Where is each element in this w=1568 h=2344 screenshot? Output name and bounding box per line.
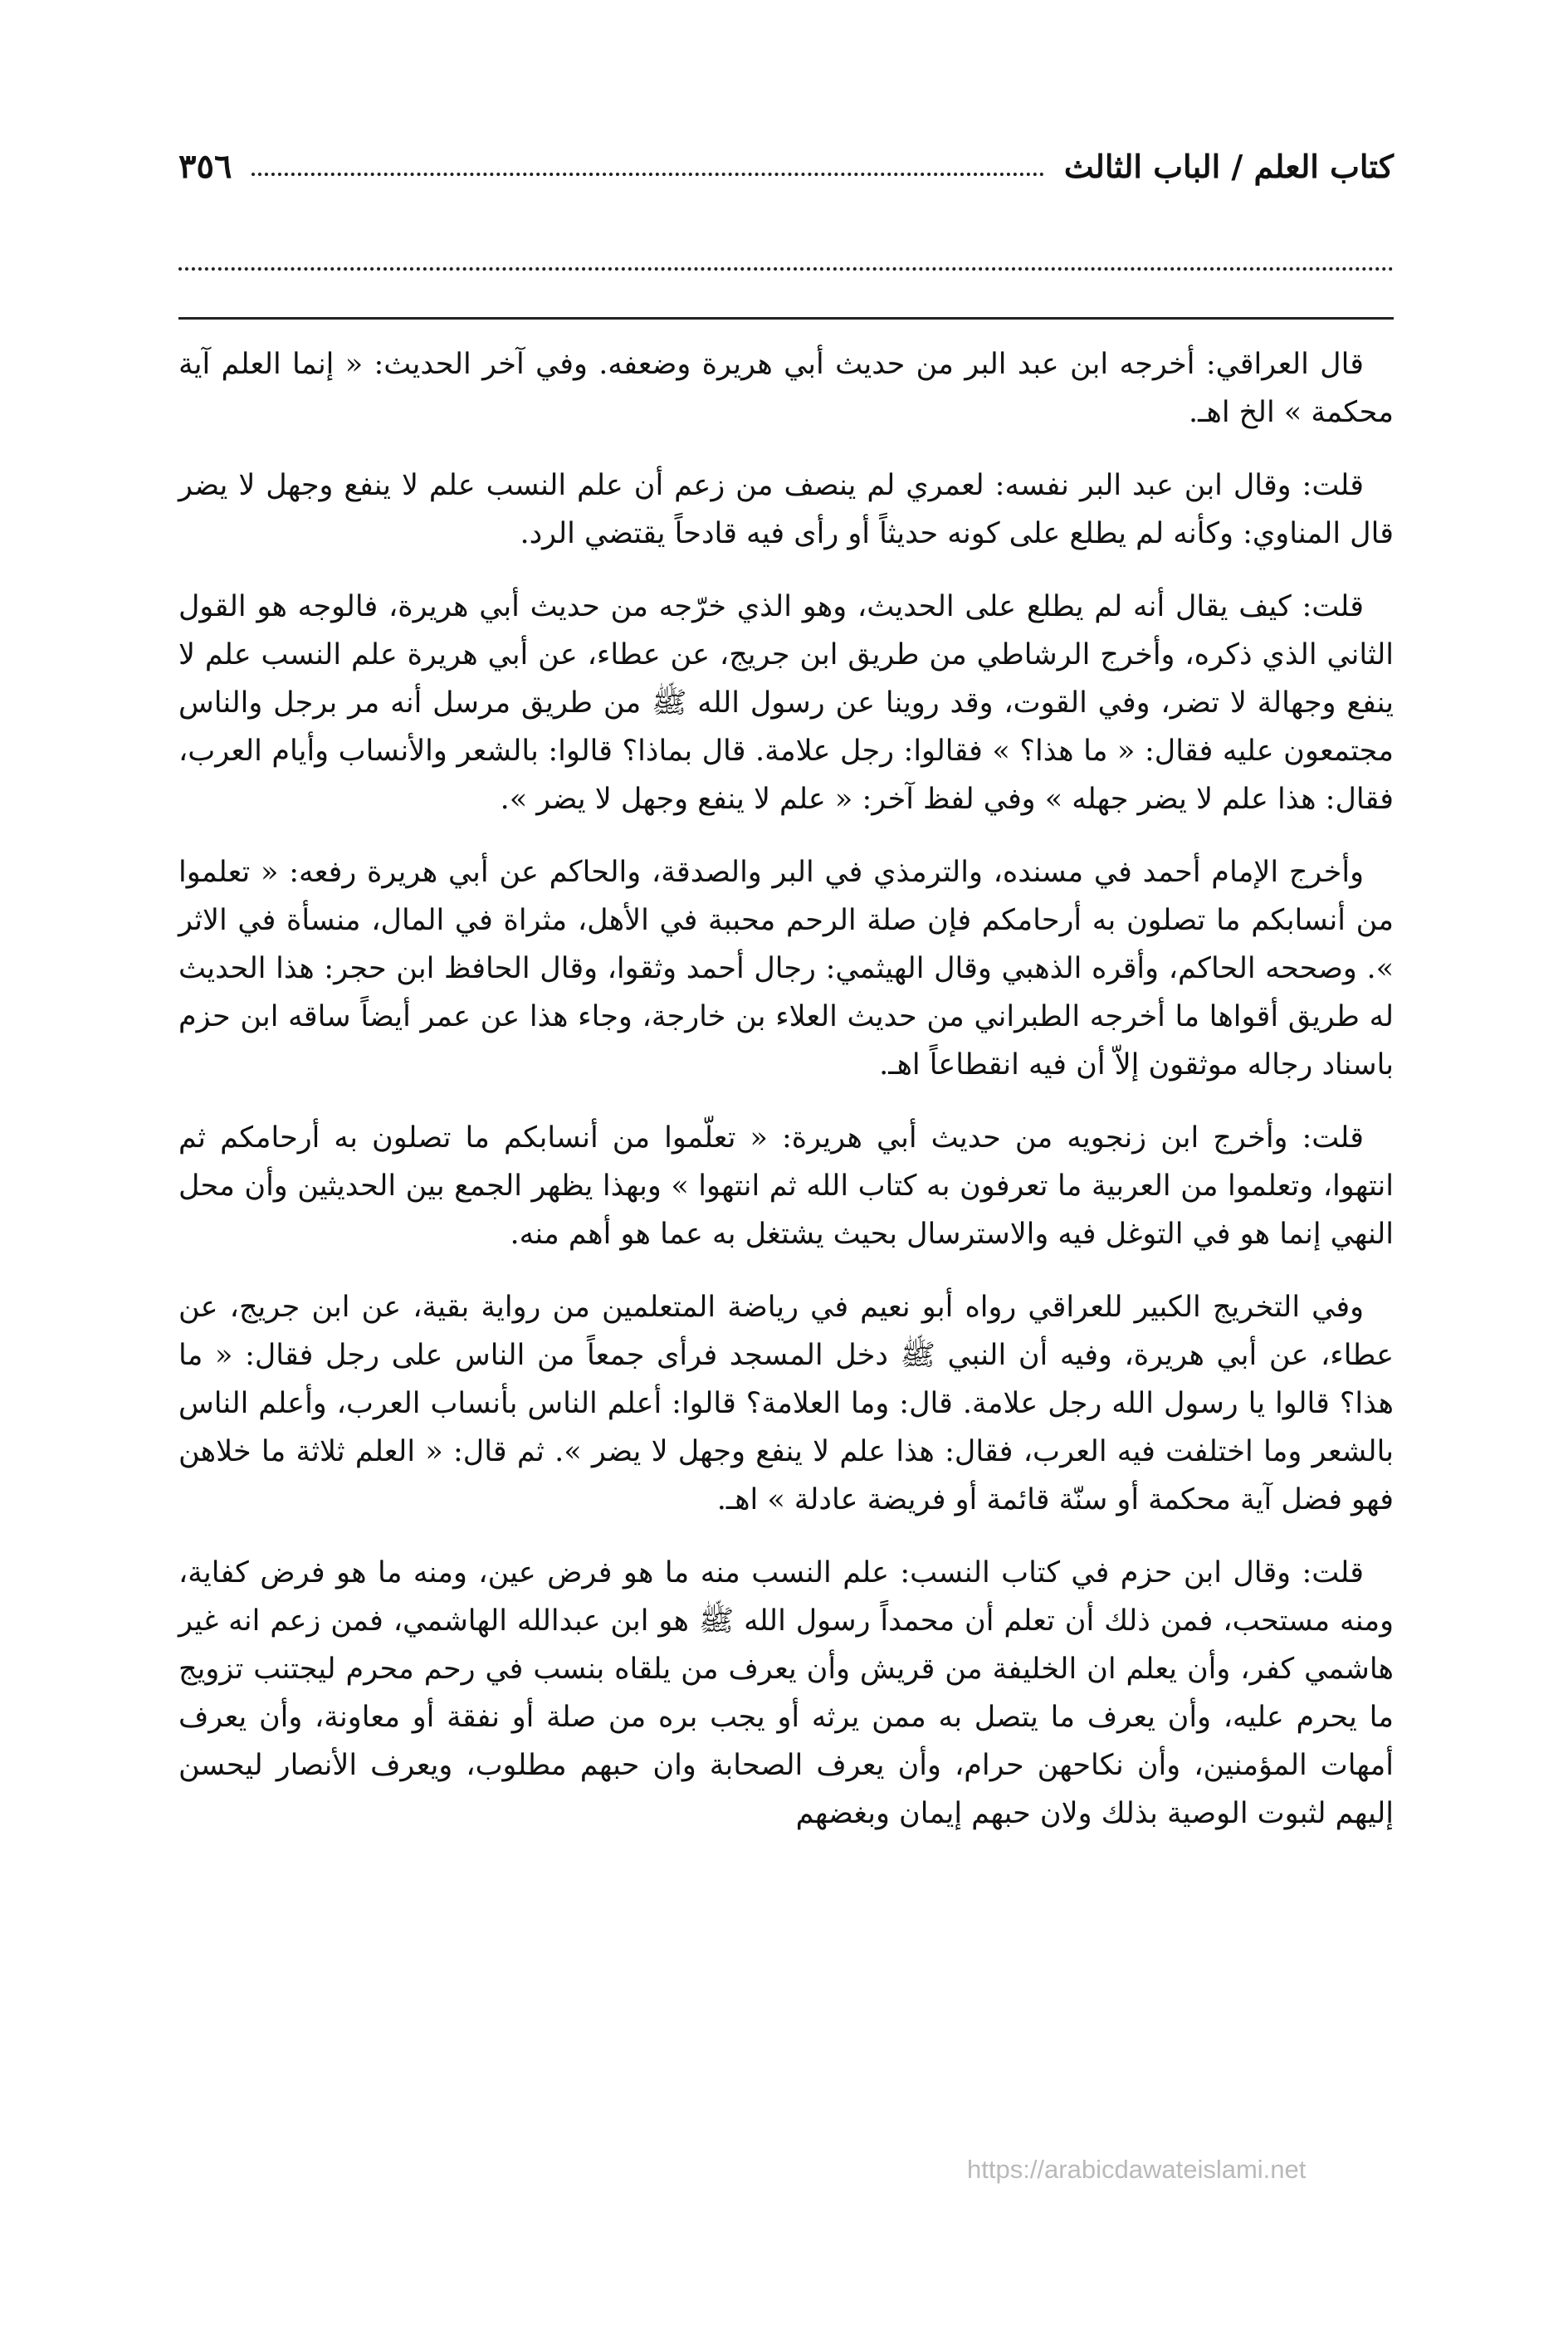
paragraph-iraqi: قال العراقي: أخرجه ابن عبد البر من حديث أبي هريرة وضعفه. وفي آخر الحديث: « إنما العلم آية محكمة » الخ اهـ. (178, 348, 1394, 429)
paragraph-takhrij: وفي التخريج الكبير للعراقي رواه أبو نعيم في رياضة المتعلمين من رواية بقية، عن ابن جريج، عن عطاء، عن أبي هريرة، وفيه أن النبي ﷺ دخل المسجد فرأى جمعاً من الناس على رجل فقال: « ما هذا؟ قالوا يا رسول الله رجل علامة. قال: وما العلامة؟ قالوا: أعلم الناس بأنساب العرب، وأعلم الناس بالشعر وما اختلفت فيه العرب، فقال: هذا علم لا ينفع وجهل لا يضر ». ثم قال: « العلم ثلاثة ما خلاهن فهو فضل آية محكمة أو سنّة قائمة أو فريضة عادلة » اهـ. (178, 1291, 1394, 1516)
running-header (178, 141, 1394, 191)
paragraph-ibn-hazm: قلت: وقال ابن حزم في كتاب النسب: علم النسب منه ما هو فرض عين، ومنه ما هو فرض كفاية، ومنه مستحب، فمن ذلك أن تعلم أن محمداً رسول الله ﷺ هو ابن عبدالله الهاشمي، فمن زعم انه غير هاشمي كفر، وأن يعلم ان الخليفة من قريش وأن يعرف من يلقاه بنسب في رحم محرم ليجتنب تزويج ما يحرم عليه، وأن يعرف ما يتصل به ممن يرثه أو يجب بره من صلة أو نفقة أو معاونة، وأن يعرف أمهات المؤمنين، وأن نكاحهن حرام، وأن يعرف الصحابة وان حبهم مطلوب، ويعرف الأنصار ليحسن إليهم لثبوت الوصية بذلك ولان حبهم إيمان وبغضهم (178, 1556, 1395, 1830)
chapter-title: كتاب العلم / الباب الثالث (1063, 147, 1394, 185)
paragraph-rashati: قلت: كيف يقال أنه لم يطلع على الحديث، وهو الذي خرّجه من حديث أبي هريرة، فالوجه هو القول الثاني الذي ذكره، وأخرج الرشاطي من طريق ابن جريج، عن عطاء، عن أبي هريرة علم النسب علم لا ينفع وجهالة لا تضر، وفي القوت، وقد روينا عن رسول الله ﷺ من طريق مرسل أنه مر برجل والناس مجتمعون عليه فقال: « ما هذا؟ » فقالوا: رجل علامة. قال بماذا؟ قالوا: بالشعر والأنساب وأيام العرب، فقال: هذا علم لا يضر جهله » وفي لفظ آخر: « علم لا ينفع وجهل لا يضر ». (178, 590, 1394, 816)
continuation-dots (178, 267, 1394, 271)
dotted-leader (252, 173, 1043, 176)
watermark-url: https://arabicdawateislami.net (967, 2155, 1307, 2184)
page-number: ٣٥٦ (178, 146, 232, 186)
footnote-rule (178, 317, 1394, 320)
paragraph-ibn-zanjawayh: قلت: وأخرج ابن زنجويه من حديث أبي هريرة: « تعلّموا من أنسابكم ما تصلون به أرحامكم ثم انتهوا، وتعلموا من العربية ما تعرفون به كتاب الله ثم انتهوا » وبهذا يظهر الجمع بين الحديثين وأن محل النهي إنما هو في التوغل فيه والاسترسال بحيث يشتغل به عما هو أهم منه. (178, 1121, 1394, 1251)
book-page (178, 0, 1394, 2344)
paragraph-ahmad: وأخرج الإمام أحمد في مسنده، والترمذي في البر والصدقة، والحاكم عن أبي هريرة رفعه: « تعلموا من أنسابكم ما تصلون به أرحامكم فإن صلة الرحم محببة في الأهل، مثراة في المال، منسأة في الاثر ». وصححه الحاكم، وأقره الذهبي وقال الهيثمي: رجال أحمد وثقوا، وقال الحافظ ابن حجر: هذا الحديث له طريق أقواها ما أخرجه الطبراني من حديث العلاء بن خارجة، وجاء هذا عن عمر أيضاً ساقه ابن حزم باسناد رجاله موثقون إلاّ أن فيه انقطاعاً اهـ. (178, 856, 1394, 1082)
body-text (178, 340, 1394, 1863)
paragraph-ibn-abd-al-barr: قلت: وقال ابن عبد البر نفسه: لعمري لم ينصف من زعم أن علم النسب علم لا ينفع وجهل لا يضر قال المناوي: وكأنه لم يطلع على كونه حديثاً أو رأى فيه قادحاً يقتضي الرد. (178, 469, 1394, 550)
